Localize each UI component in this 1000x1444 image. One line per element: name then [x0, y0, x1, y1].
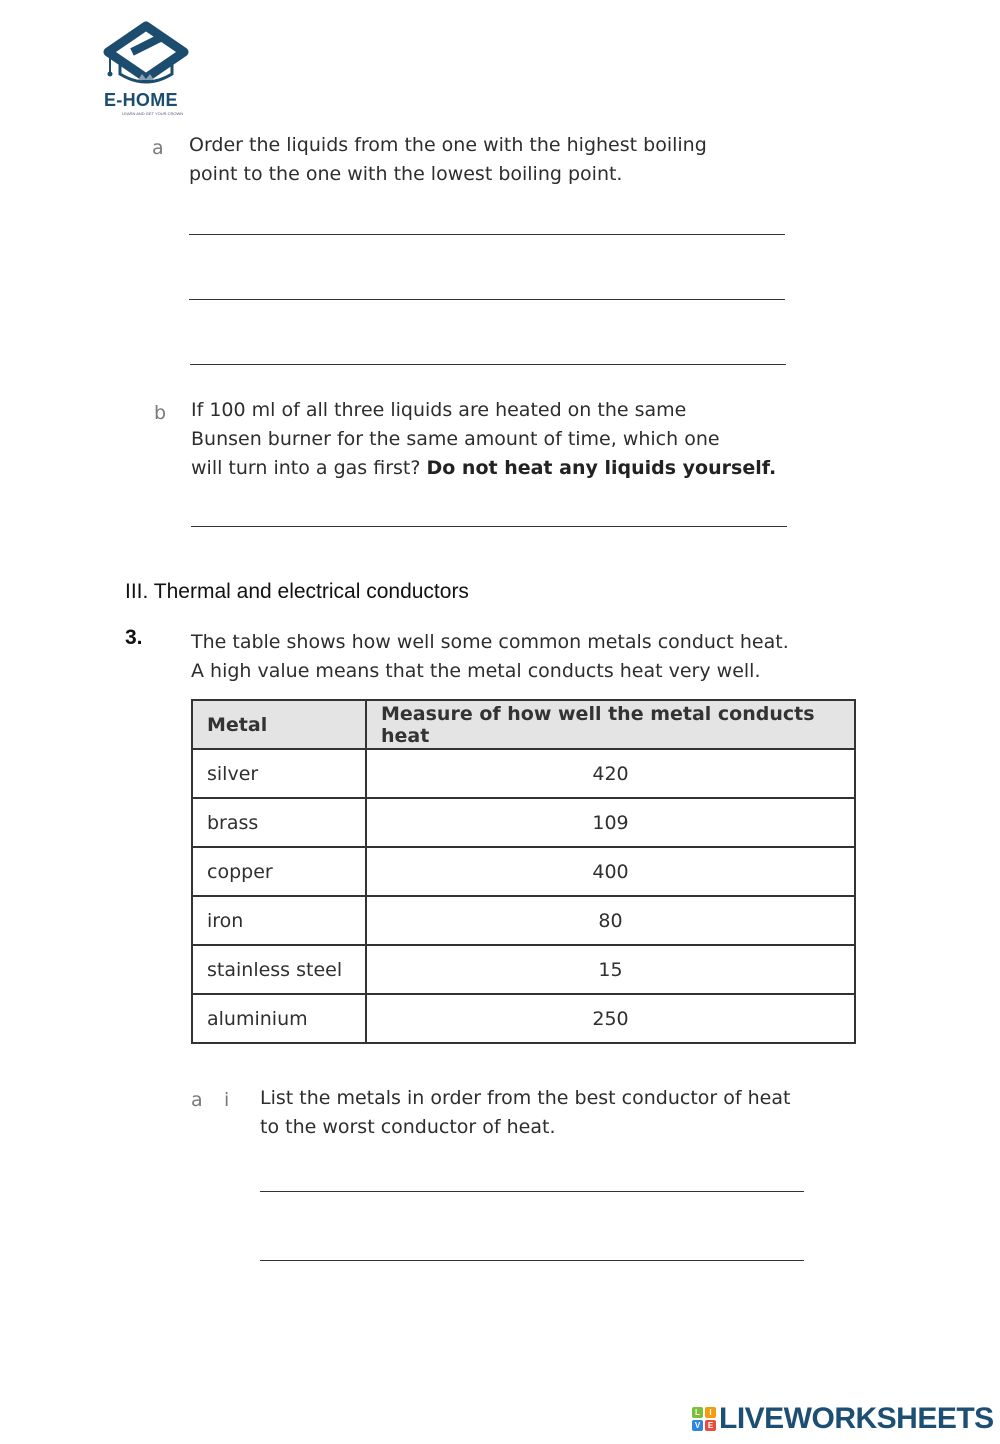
- question-3-line-1: The table shows how well some common metals conduct heat.: [191, 631, 789, 653]
- section-title: III. Thermal and electrical conductors: [125, 580, 469, 603]
- question-b-line-2: Bunsen burner for the same amount of time, which one: [191, 428, 720, 450]
- value-cell: 109: [366, 798, 855, 847]
- metal-cell: iron: [192, 896, 366, 945]
- question-b-line-1: If 100 ml of all three liquids are heated on the same: [191, 399, 687, 421]
- column-header-metal: Metal: [192, 700, 366, 749]
- question-b-line-3: [191, 454, 776, 483]
- question-3-line-2: A high value means that the metal conducts heat very well.: [191, 660, 761, 682]
- table-row: [192, 798, 855, 847]
- metal-cell: copper: [192, 847, 366, 896]
- logo-letter-i: I: [705, 1407, 716, 1418]
- answer-line-b-1[interactable]: [191, 526, 787, 527]
- answer-line-a-2[interactable]: [189, 299, 785, 300]
- metal-cell: aluminium: [192, 994, 366, 1043]
- metal-cell: silver: [192, 749, 366, 798]
- logo-letter-e: E: [705, 1420, 716, 1431]
- logo-tagline: LEARN AND GET YOUR CROWN: [122, 111, 184, 116]
- question-b-letter: b: [154, 402, 167, 424]
- answer-line-3a-2[interactable]: [260, 1260, 804, 1261]
- question-b-text: [191, 396, 776, 483]
- answer-line-a-3[interactable]: [190, 364, 786, 365]
- question-a-line-2: point to the one with the lowest boiling point.: [189, 163, 623, 185]
- column-header-measure: Measure of how well the metal conducts heat: [366, 700, 855, 749]
- question-a-line-1: Order the liquids from the one with the highest boiling: [189, 134, 707, 156]
- liveworksheets-text: LIVEWORKSHEETS: [719, 1402, 994, 1435]
- question-3a-letter: a: [191, 1089, 203, 1111]
- value-cell: 15: [366, 945, 855, 994]
- logo-letter-v: V: [692, 1420, 703, 1431]
- question-b-warning: Do not heat any liquids yourself.: [426, 457, 777, 479]
- question-3a-roman: i: [224, 1089, 230, 1111]
- metal-cell: stainless steel: [192, 945, 366, 994]
- table-row: [192, 847, 855, 896]
- answer-line-3a-1[interactable]: [260, 1191, 804, 1192]
- table-row: [192, 896, 855, 945]
- question-3a-text: [260, 1084, 790, 1142]
- logo-brand-name: E-HOME: [104, 90, 178, 110]
- question-3-number: 3.: [125, 626, 143, 649]
- question-3-text: [191, 628, 789, 686]
- metals-table: [191, 699, 856, 1044]
- table-row: [192, 945, 855, 994]
- question-3a-line-1: List the metals in order from the best conductor of heat: [260, 1087, 791, 1109]
- table-header-row: [192, 700, 855, 749]
- table-row: [192, 994, 855, 1043]
- value-cell: 400: [366, 847, 855, 896]
- logo-letter-l: L: [692, 1407, 703, 1418]
- metal-cell: brass: [192, 798, 366, 847]
- answer-line-a-1[interactable]: [189, 234, 785, 235]
- value-cell: 80: [366, 896, 855, 945]
- liveworksheets-logo: [692, 1402, 994, 1436]
- table-row: [192, 749, 855, 798]
- value-cell: 420: [366, 749, 855, 798]
- liveworksheets-icon: [692, 1407, 716, 1431]
- question-a-letter: a: [152, 137, 164, 159]
- question-a-text: [189, 131, 707, 189]
- value-cell: 250: [366, 994, 855, 1043]
- question-b-line-3-plain: will turn into a gas first?: [191, 457, 427, 479]
- question-3a-line-2: to the worst conductor of heat.: [260, 1116, 556, 1138]
